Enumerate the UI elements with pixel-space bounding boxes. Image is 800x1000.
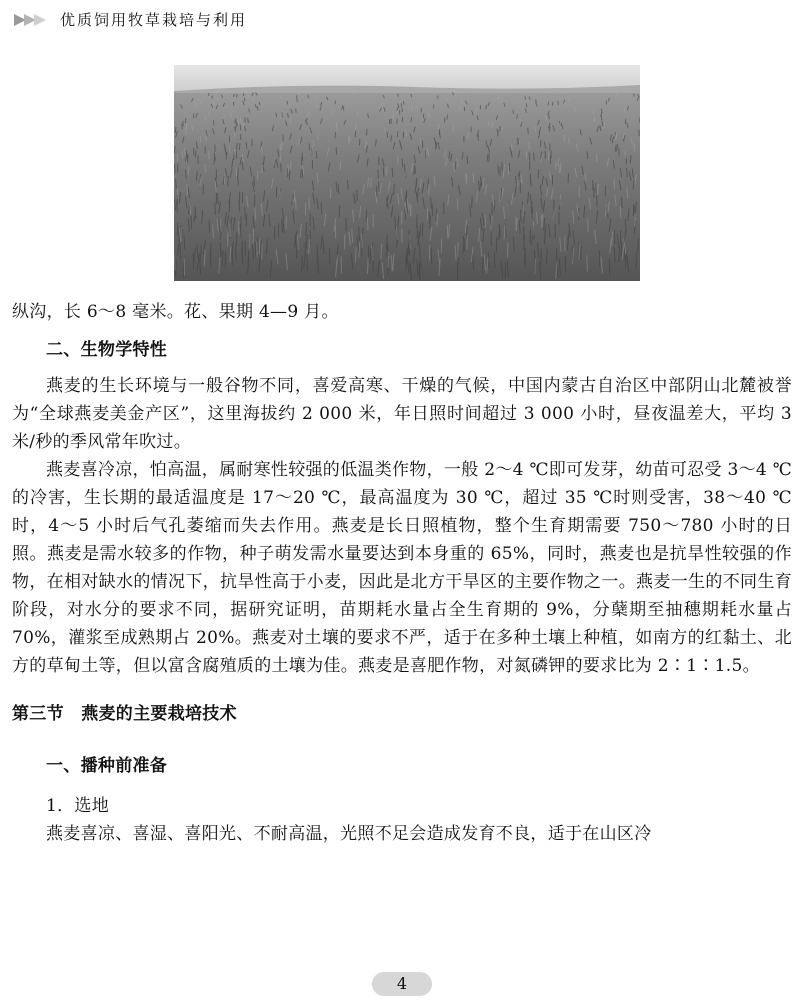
list-item-site-selection: 1．选地 [46,796,110,816]
paragraph-site-selection: 燕麦喜凉、喜湿、喜阳光、不耐高温，光照不足会造成发育不良，适于在山区冷 [46,824,652,844]
running-header [0,0,800,36]
page-number: 4 [372,972,432,996]
section-title: 第三节 燕麦的主要栽培技术 [12,704,237,724]
paragraph-environment: 燕麦的生长环境与一般谷物不同，喜爱高寒、干燥的气候，中国内蒙古自治区中部阴山北麓被誉为“全球燕麦美金产区”，这里海拔约 2 000 米，年日照时间超过 3 000 小时，昼夜温差大，平均 3 米/秒的季风常年吹过。 [12,376,792,452]
paragraph-continuation: 纵沟，长 6～8 毫米。花、果期 4—9 月。 [12,302,339,322]
book-title: 优质饲用牧草栽培与利用 [60,11,248,29]
page-body [12,298,792,848]
double-arrow-icon [14,14,50,26]
paragraph-temperature: 燕麦喜冷凉，怕高温，属耐寒性较强的低温类作物，一般 2～4 ℃即可发芽，幼苗可忍受 3～4 ℃的冷害，生长期的最适温度是 17～20 ℃，最高温度为 30 ℃，超过 35 ℃时则受害，38～40 ℃时，4～5 小时后气孔萎缩而失去作用。燕麦是长日照植物，整个生育期需要 750～780 小时的日照。燕麦是需水较多的作物，种子萌发需水量要达到本身重的 65%，同时，燕麦也是抗旱性较强的作物，在相对缺水的情况下，抗旱性高于小麦，因此是北方干旱区的主要作物之一。燕麦一生的不同生育阶段，对水分的要求不同，据研究证明，苗期耗水量占全生育期的 9%，分蘖期至抽穗期耗水量占 70%，灌浆至成熟期占 20%。燕麦对土壤的要求不严，适于在多种土壤上种植，如南方的红黏土、北方的草甸土等，但以富含腐殖质的土壤为佳。燕麦是喜肥作物，对氮磷钾的要求比为 2∶1∶1.5。 [12,460,793,676]
oat-field-photo [174,65,640,281]
subheading-pre-sowing: 一、播种前准备 [46,756,168,776]
subheading-biological-traits: 二、生物学特性 [46,340,168,360]
